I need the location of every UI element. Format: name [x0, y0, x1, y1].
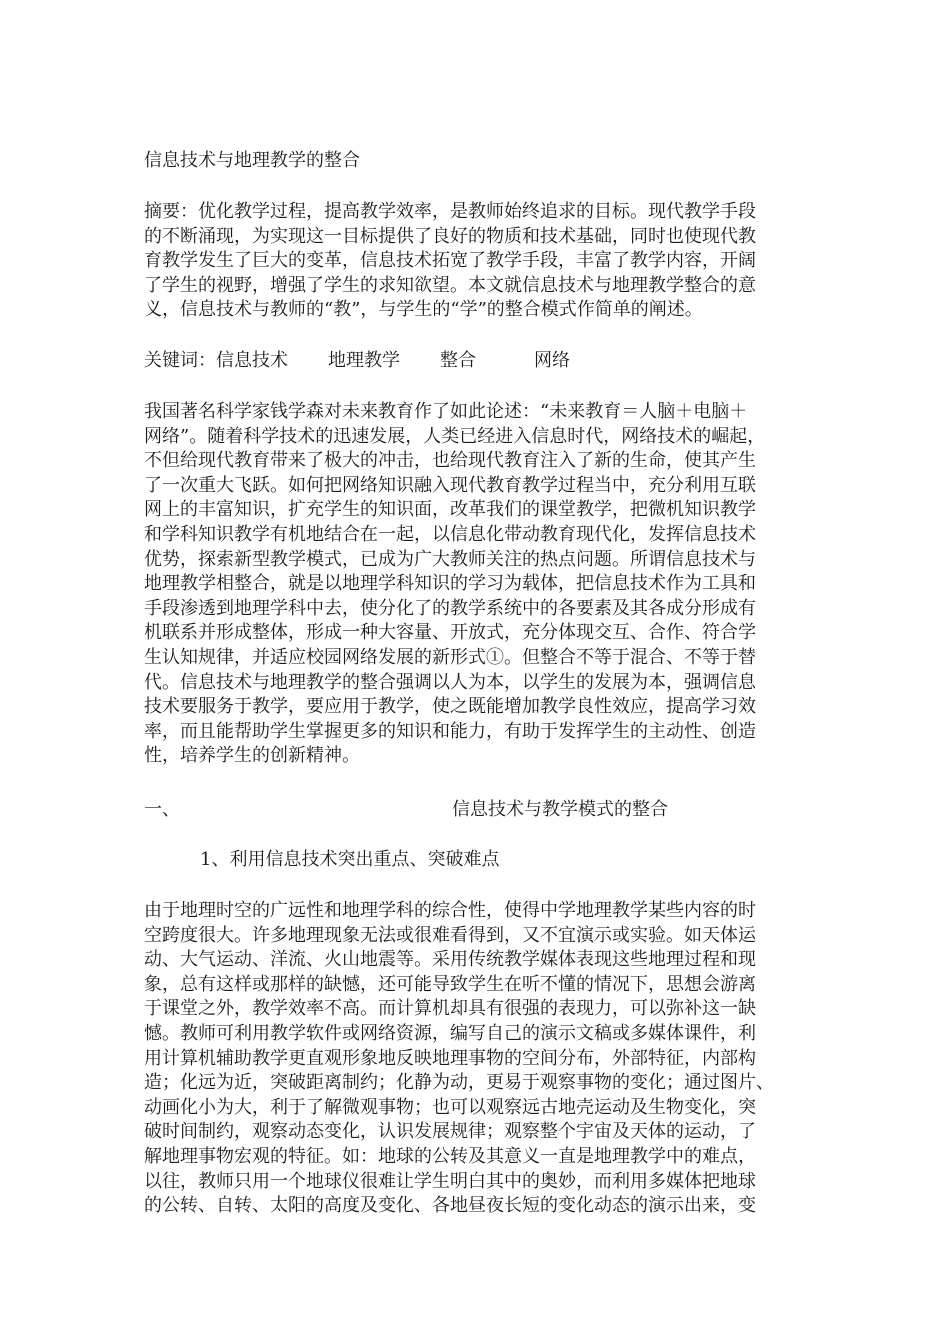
intro-line: 我国著名科学家钱学森对未来教育作了如此论述：“未来教育＝人脑＋电脑＋: [144, 401, 748, 422]
body-line: 憾。教师可利用教学软件或网络资源，编写自己的演示文稿或多媒体课件，利: [144, 1022, 756, 1044]
body-line: 以往，教师只用一个地球仪很难让学生明白其中的奥妙，而利用多媒体把地球: [144, 1170, 756, 1192]
intro-line: 网络”。随着科学技术的迅速发展，人类已经进入信息时代，网络技术的崛起，: [144, 425, 766, 447]
document-title: 信息技术与地理教学的整合: [144, 150, 360, 171]
section-number: 一、: [144, 799, 180, 820]
body-line: 由于地理时空的广远性和地理学科的综合性，使得中学地理教学某些内容的时: [144, 900, 756, 921]
abstract-line: 义，信息技术与教师的“教”，与学生的“学”的整合模式作简单的阐述。: [144, 299, 703, 321]
body-line: 动、大气运动、洋流、火山地震等。采用传统教学媒体表现这些地理过程和现: [144, 949, 756, 971]
abstract-paragraph: [144, 200, 814, 323]
body-line: 象，总有这样或那样的缺憾，还可能导致学生在听不懂的情况下，思想会游离: [144, 973, 756, 995]
section-title: 信息技术与教学模式的整合: [452, 799, 668, 820]
intro-line: 机联系并形成整体，形成一种大容量、开放式，充分体现交互、合作、符合学: [144, 622, 756, 644]
intro-line: 性，培养学生的创新精神。: [144, 745, 360, 767]
intro-line: 网上的丰富知识，扩充学生的知识面，改革我们的课堂教学，把微机知识教学: [144, 499, 756, 521]
body-line: 空跨度很大。许多地理现象无法或很难看得到，又不宜演示或实验。如天体运: [144, 924, 756, 946]
intro-line: 地理教学相整合，就是以地理学科知识的学习为载体，把信息技术作为工具和: [144, 573, 756, 595]
body-line: 的公转、自转、太阳的高度及变化、各地昼夜长短的变化动态的演示出来，变: [144, 1195, 756, 1217]
body-line: 于课堂之外，教学效率不高。而计算机却具有很强的表现力，可以弥补这一缺: [144, 998, 756, 1020]
intro-paragraph: [144, 400, 814, 769]
abstract-line: 了学生的视野，增强了学生的求知欲望。本文就信息技术与地理教学整合的意: [144, 274, 756, 296]
keywords-label: 关键词：: [144, 350, 216, 371]
abstract-line: 的不断涌现，为实现这一目标提供了良好的物质和技术基础，同时也使现代教: [144, 225, 756, 247]
intro-line: 率，而且能帮助学生掌握更多的知识和能力，有助于发挥学生的主动性、创造: [144, 720, 756, 742]
keyword-1: 信息技术: [216, 350, 288, 371]
keywords-line: [144, 348, 570, 374]
body-line: 造；化远为近，突破距离制约；化静为动，更易于观察事物的变化；通过图片、: [144, 1072, 774, 1094]
abstract-line: 摘要：优化教学过程，提高教学效率，是教师始终追求的目标。现代教学手段: [144, 201, 756, 222]
body-line: 破时间制约，观察动态变化，认识发展规律；观察整个宇宙及天体的运动，了: [144, 1121, 756, 1143]
keyword-3: 整合: [440, 350, 476, 371]
abstract-line: 育教学发生了巨大的变革，信息技术拓宽了教学手段，丰富了教学内容，开阔: [144, 250, 756, 272]
intro-line: 和学科知识教学有机地结合在一起，以信息化带动教育现代化，发挥信息技术: [144, 523, 756, 545]
subsection-title: 1、利用信息技术突出重点、突破难点: [200, 849, 500, 870]
intro-line: 了一次重大飞跃。如何把网络知识融入现代教育教学过程当中，充分利用互联: [144, 474, 756, 496]
intro-line: 代。信息技术与地理教学的整合强调以人为本，以学生的发展为本，强调信息: [144, 671, 756, 693]
intro-line: 手段渗透到地理学科中去，使分化了的教学系统中的各要素及其各成分形成有: [144, 597, 756, 619]
body-line: 解地理事物宏观的特征。如：地球的公转及其意义一直是地理教学中的难点，: [144, 1145, 756, 1167]
intro-line: 技术要服务于教学，要应用于教学，使之既能增加教学良性效应，提高学习效: [144, 696, 756, 718]
body-line: 动画化小为大，利于了解微观事物；也可以观察远古地壳运动及生物变化，突: [144, 1096, 756, 1118]
body-line: 用计算机辅助教学更直观形象地反映地理事物的空间分布，外部特征，内部构: [144, 1047, 756, 1069]
intro-line: 生认知规律，并适应校园网络发展的新形式①。但整合不等于混合、不等于替: [144, 646, 756, 668]
intro-line: 不但给现代教育带来了极大的冲击，也给现代教育注入了新的生命，使其产生: [144, 450, 756, 472]
intro-line: 优势，探索新型教学模式，已成为广大教师关注的热点问题。所谓信息技术与: [144, 548, 756, 570]
keyword-2: 地理教学: [328, 350, 400, 371]
body-paragraph: [144, 899, 814, 1219]
keyword-4: 网络: [534, 350, 570, 371]
